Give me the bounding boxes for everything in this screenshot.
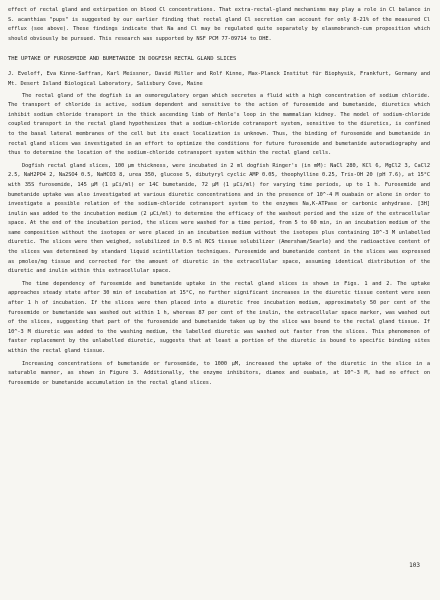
- author-affiliations: J. Eveloff, Eva Kinne-Saffran, Karl Meissner, David Miller and Rolf Kinne, Max-Planck Institut für Biophysik, Frankfurt, Germany and Mt. Desert Island Biological Laboratory, Salisbury Cove, Maine: [8, 71, 430, 87]
- page-number: 103: [409, 562, 420, 569]
- paragraph-3: The time dependency of furosemide and bumetanide uptake in the rectal gland slices is shown in Figs. 1 and 2. The uptake approaches steady state after 30 min of incubation at 15°C, no further significant increases in the diuretic tissue content were seen after 1 h of incubation. If the slices were then placed into a diuretic free incubation medium, approximately 50 per cent of the furosemide or bumetanide was washed out within 1 h, whereas 87 per cent of the inulin, the extracellular space marker, was washed out of the slices, suggesting that part of the furosemide and bumetanide taken up by the slice was bound to the rectal gland tissue. If 10^-3 M diuretic was added to the washing medium, the labelled diuretic was washed out faster from the slices. This phenomenon of faster replacement by the unlabelled diuretic, suggests that at least a portion of the diuretic is bound to specific binding sites within the rectal gland tissue.: [8, 280, 430, 354]
- article-title: THE UPTAKE OF FUROSEMIDE AND BUMETANIDE IN DOGFISH RECTAL GLAND SLICES: [8, 56, 237, 63]
- paragraph-1: The rectal gland of the dogfish is an osmoregulatory organ which secretes a fluid with a high concentration of sodium chloride. The transport of chloride is active, sodium dependent and sensitive to the action of furosemide and bumetanide, diuretics which inhibit sodium chloride transport in the thick ascending limb of Henle's loop in the mammalian kidney. The model of sodium-chloride coupled transport in the rectal gland hypothesizes that a sodium-chloride cotransport system, sensitive to the diuretics, is confined to the basal lateral membranes of the cell but its exact localization is unknown. Thus, the binding of furosemide and bumetanide in rectal gland slices was investigated in an effort to optimize the conditions for future furosemide and bumetanide autoradiography and thus to determine the location of the sodium-chloride cotransport system within the rectal gland cells.: [8, 92, 430, 157]
- paragraph-4: Increasing concentrations of bumetanide or furosemide, to 1000 µM, increased the uptake of the diuretic in the slice in a saturable manner, as shown in Figure 3. Additionally, the enzyme inhibitors, diamox and ouabain, at 10^-3 M, had no effect on furosemide or bumetanide accumulation in the rectal gland slices.: [8, 360, 430, 386]
- paragraph-2: Dogfish rectal gland slices, 100 µm thickness, were incubated in 2 ml dogfish Ringer's (in mM): NaCl 280, KCl 6, MgCl2 3, CaCl2 2.5, NaH2PO4 2, Na2SO4 0.5, NaHCO3 8, urea 350, glucose 5, dibutyryl cyclic AMP 0.05, theophylline 0.25, Tris-OH 20 (pH 7.6), at 15°C with 35S furosemide, 145 µM (1 µCi/ml) or 14C bumetanide, 72 µM (1 µCi/ml) for varying time periods, up to 1 h. Furosemide and bumetanide uptake was also investigated at various diuretic concentrations and in the presence of 10^-4 M ouabain or alone in order to investigate a possible relation of the sodium-chloride cotransport system to the enzymes Na,K-ATPase or carbonic anhydrase. [3H] inulin was added to the incubation medium (2 µCi/ml) to determine the efficacy of the washout period and the size of the extracellular space. At the end of the incubation period, the slices were washed for a time period, from 5 to 60 min, in an incubation medium of the same composition without the isotopes or were placed in an incubation medium without the isotopes plus containing 10^-3 M unlabelled diuretic. The slices were then weighed, solubilized in 0.5 ml NCS tissue solubilizer (Amersham/Searle) and the radioactive content of the slices was determined by standard liquid scintillation techniques. Furosemide and bumetanide content in the slices was expressed as pmoles/mg tissue and corrected for the amount of diuretic in the extracellular space, assuming identical distribution of the diuretic and inulin within this extracellular space.: [8, 162, 430, 275]
- intro-paragraph: effect of rectal gland and extirpation on blood Cl concentrations. That extra-rectal-gland mechanisms may play a role in Cl balance in S. acanthias "pups" is suggested by our earlier finding that rectal gland Cl secretion can account for only 8-21% of the measured Cl efflux (see above). These findings indicate that Na and Cl may be regulated quite separately by elasmobranch-cum proposition which should obviously be pursued. This research was supported by NSF PCM 77-09714 to DHE.: [8, 7, 430, 42]
